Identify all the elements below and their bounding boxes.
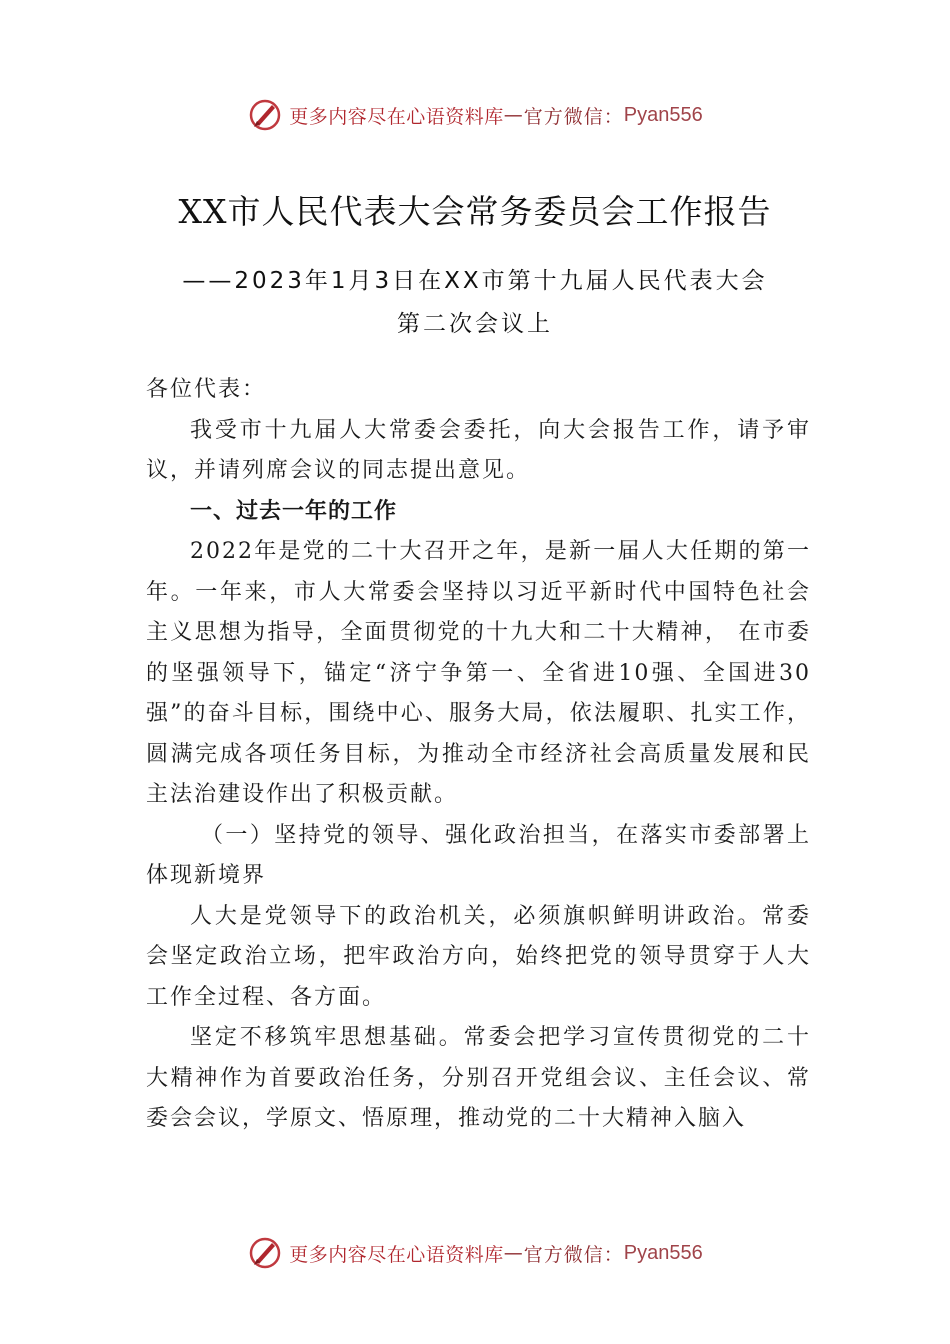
pen-logo-icon <box>247 1235 283 1271</box>
document-subtitle-line2: 第二次会议上 <box>397 311 553 337</box>
document-title: XX市人民代表大会常务委员会工作报告 <box>178 192 772 231</box>
watermark-main-text: 更多内容尽在心语资料库 <box>289 1243 504 1266</box>
pen-logo-icon <box>247 97 283 133</box>
watermark-sub-text: 官方微信： <box>523 1243 624 1266</box>
section-heading: 一、过去一年的工作 <box>190 498 398 524</box>
intro-paragraph: 我受市十九届人大常委会委托，向大会报告工作，请予审议，并请列席会议的同志提出意见。 <box>146 417 811 483</box>
watermark-wechat-id: Pyan556 <box>623 1241 703 1264</box>
watermark-dash: — <box>503 104 524 126</box>
watermark-banner-top <box>0 95 950 135</box>
paragraph-2: 人大是党领导下的政治机关，必须旗帜鲜明讲政治。常委会坚定政治立场，把牢政治方向，始终把党的领导贯穿于人大工作全过程、各方面。 <box>146 903 811 1010</box>
watermark-dash: — <box>503 1242 524 1264</box>
watermark-wechat-id: Pyan556 <box>623 103 703 126</box>
subsection-heading: （一）坚持党的领导、强化政治担当，在落实市委部署上体现新境界 <box>146 822 811 888</box>
document-subtitle-line1: ——2023年1月3日在XX市第十九届人民代表大会 <box>182 268 768 294</box>
watermark-sub-text: 官方微信： <box>523 105 624 128</box>
salutation: 各位代表： <box>146 377 267 402</box>
watermark-banner-bottom <box>0 1233 950 1273</box>
document-body <box>146 370 811 1140</box>
paragraph-1: 2022年是党的二十大召开之年，是新一届人大任期的第一年。一年来，市人大常委会坚持以习近平新时代中国特色社会主义思想为指导，全面贯彻党的十九大和二十大精神， 在市委的坚强领导下，锚定“济宁争第一、全省进10强、全国进30强”的奋斗目标，围绕中心、服务大局，依法履职、扎实工作，圆满完成各项任务目标，为推动全市经济社会高质量发展和民主法治建设作出了积极贡献。 <box>146 539 811 807</box>
paragraph-3: 坚定不移筑牢思想基础。常委会把学习宣传贯彻党的二十大精神作为首要政治任务，分别召开党组会议、主任会议、常委会会议，学原文、悟原理，推动党的二十大精神入脑入 <box>146 1025 811 1131</box>
watermark-main-text: 更多内容尽在心语资料库 <box>289 105 504 128</box>
